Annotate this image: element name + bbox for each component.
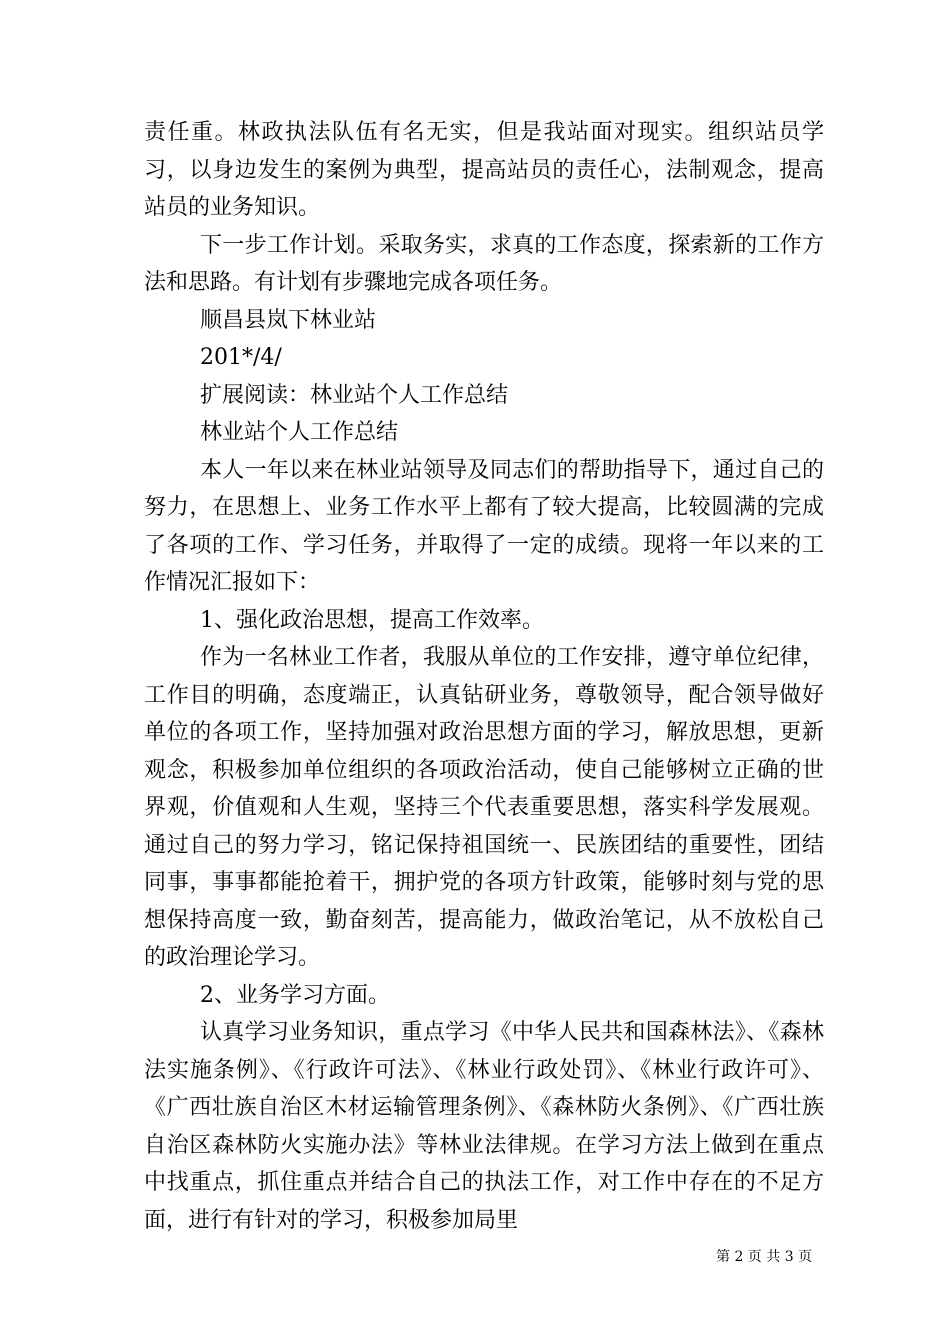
- paragraph-7: 本人一年以来在林业站领导及同志们的帮助指导下，通过自己的努力，在思想上、业务工作水平上都有了较大提高，比较圆满的完成了各项的工作、学习任务，并取得了一定的成绩。现将一年以来的工作情况汇报如下：: [144, 457, 824, 595]
- paragraph-1: 责任重。林政执法队伍有名无实，但是我站面对现实。组织站员学习，以身边发生的案例为典型，提高站员的责任心，法制观念，提高站员的业务知识。: [144, 120, 824, 220]
- paragraph-9: 作为一名林业工作者，我服从单位的工作安排，遵守单位纪律，工作目的明确，态度端正，认真钻研业务，尊敬领导，配合领导做好单位的各项工作，坚持加强对政治思想方面的学习，解放思想，更新观念，积极参加单位组织的各项政治活动，使自己能够树立正确的世界观，价值观和人生观，坚持三个代表重要思想，落实科学发展观。通过自己的努力学习，铭记保持祖国统一、民族团结的重要性，团结同事，事事都能抢着干，拥护党的各项方针政策，能够时刻与党的思想保持高度一致，勤奋刻苦，提高能力，做政治笔记，从不放松自己的政治理论学习。: [144, 645, 824, 970]
- document-body: [144, 114, 824, 1239]
- paragraph-5: 扩展阅读：林业站个人工作总结: [200, 382, 509, 408]
- paragraph-6: 林业站个人工作总结: [200, 420, 399, 445]
- paragraph-10: 2、业务学习方面。: [200, 982, 390, 1008]
- paragraph-8: 1、强化政治思想，提高工作效率。: [200, 607, 544, 633]
- paragraph-2: 下一步工作计划。采取务实，求真的工作态度，探索新的工作方法和思路。有计划有步骤地完成各项任务。: [144, 232, 824, 295]
- paragraph-4: 201*/4/: [200, 345, 282, 370]
- paragraph-3: 顺昌县岚下林业站: [200, 307, 377, 333]
- paragraph-11: 认真学习业务知识，重点学习《中华人民共和国森林法》、《森林法实施条例》、《行政许可法》、《林业行政处罚》、《林业行政许可》、《广西壮族自治区木材运输管理条例》、《森林防火条例》、《广西壮族自治区森林防火实施办法》等林业法律规。在学习方法上做到在重点中找重点，抓住重点并结合自己的执法工作，对工作中存在的不足方面，进行有针对的学习，积极参加局里: [144, 1020, 824, 1233]
- page-number-footer: 第 2 页 共 3 页: [716, 1249, 813, 1265]
